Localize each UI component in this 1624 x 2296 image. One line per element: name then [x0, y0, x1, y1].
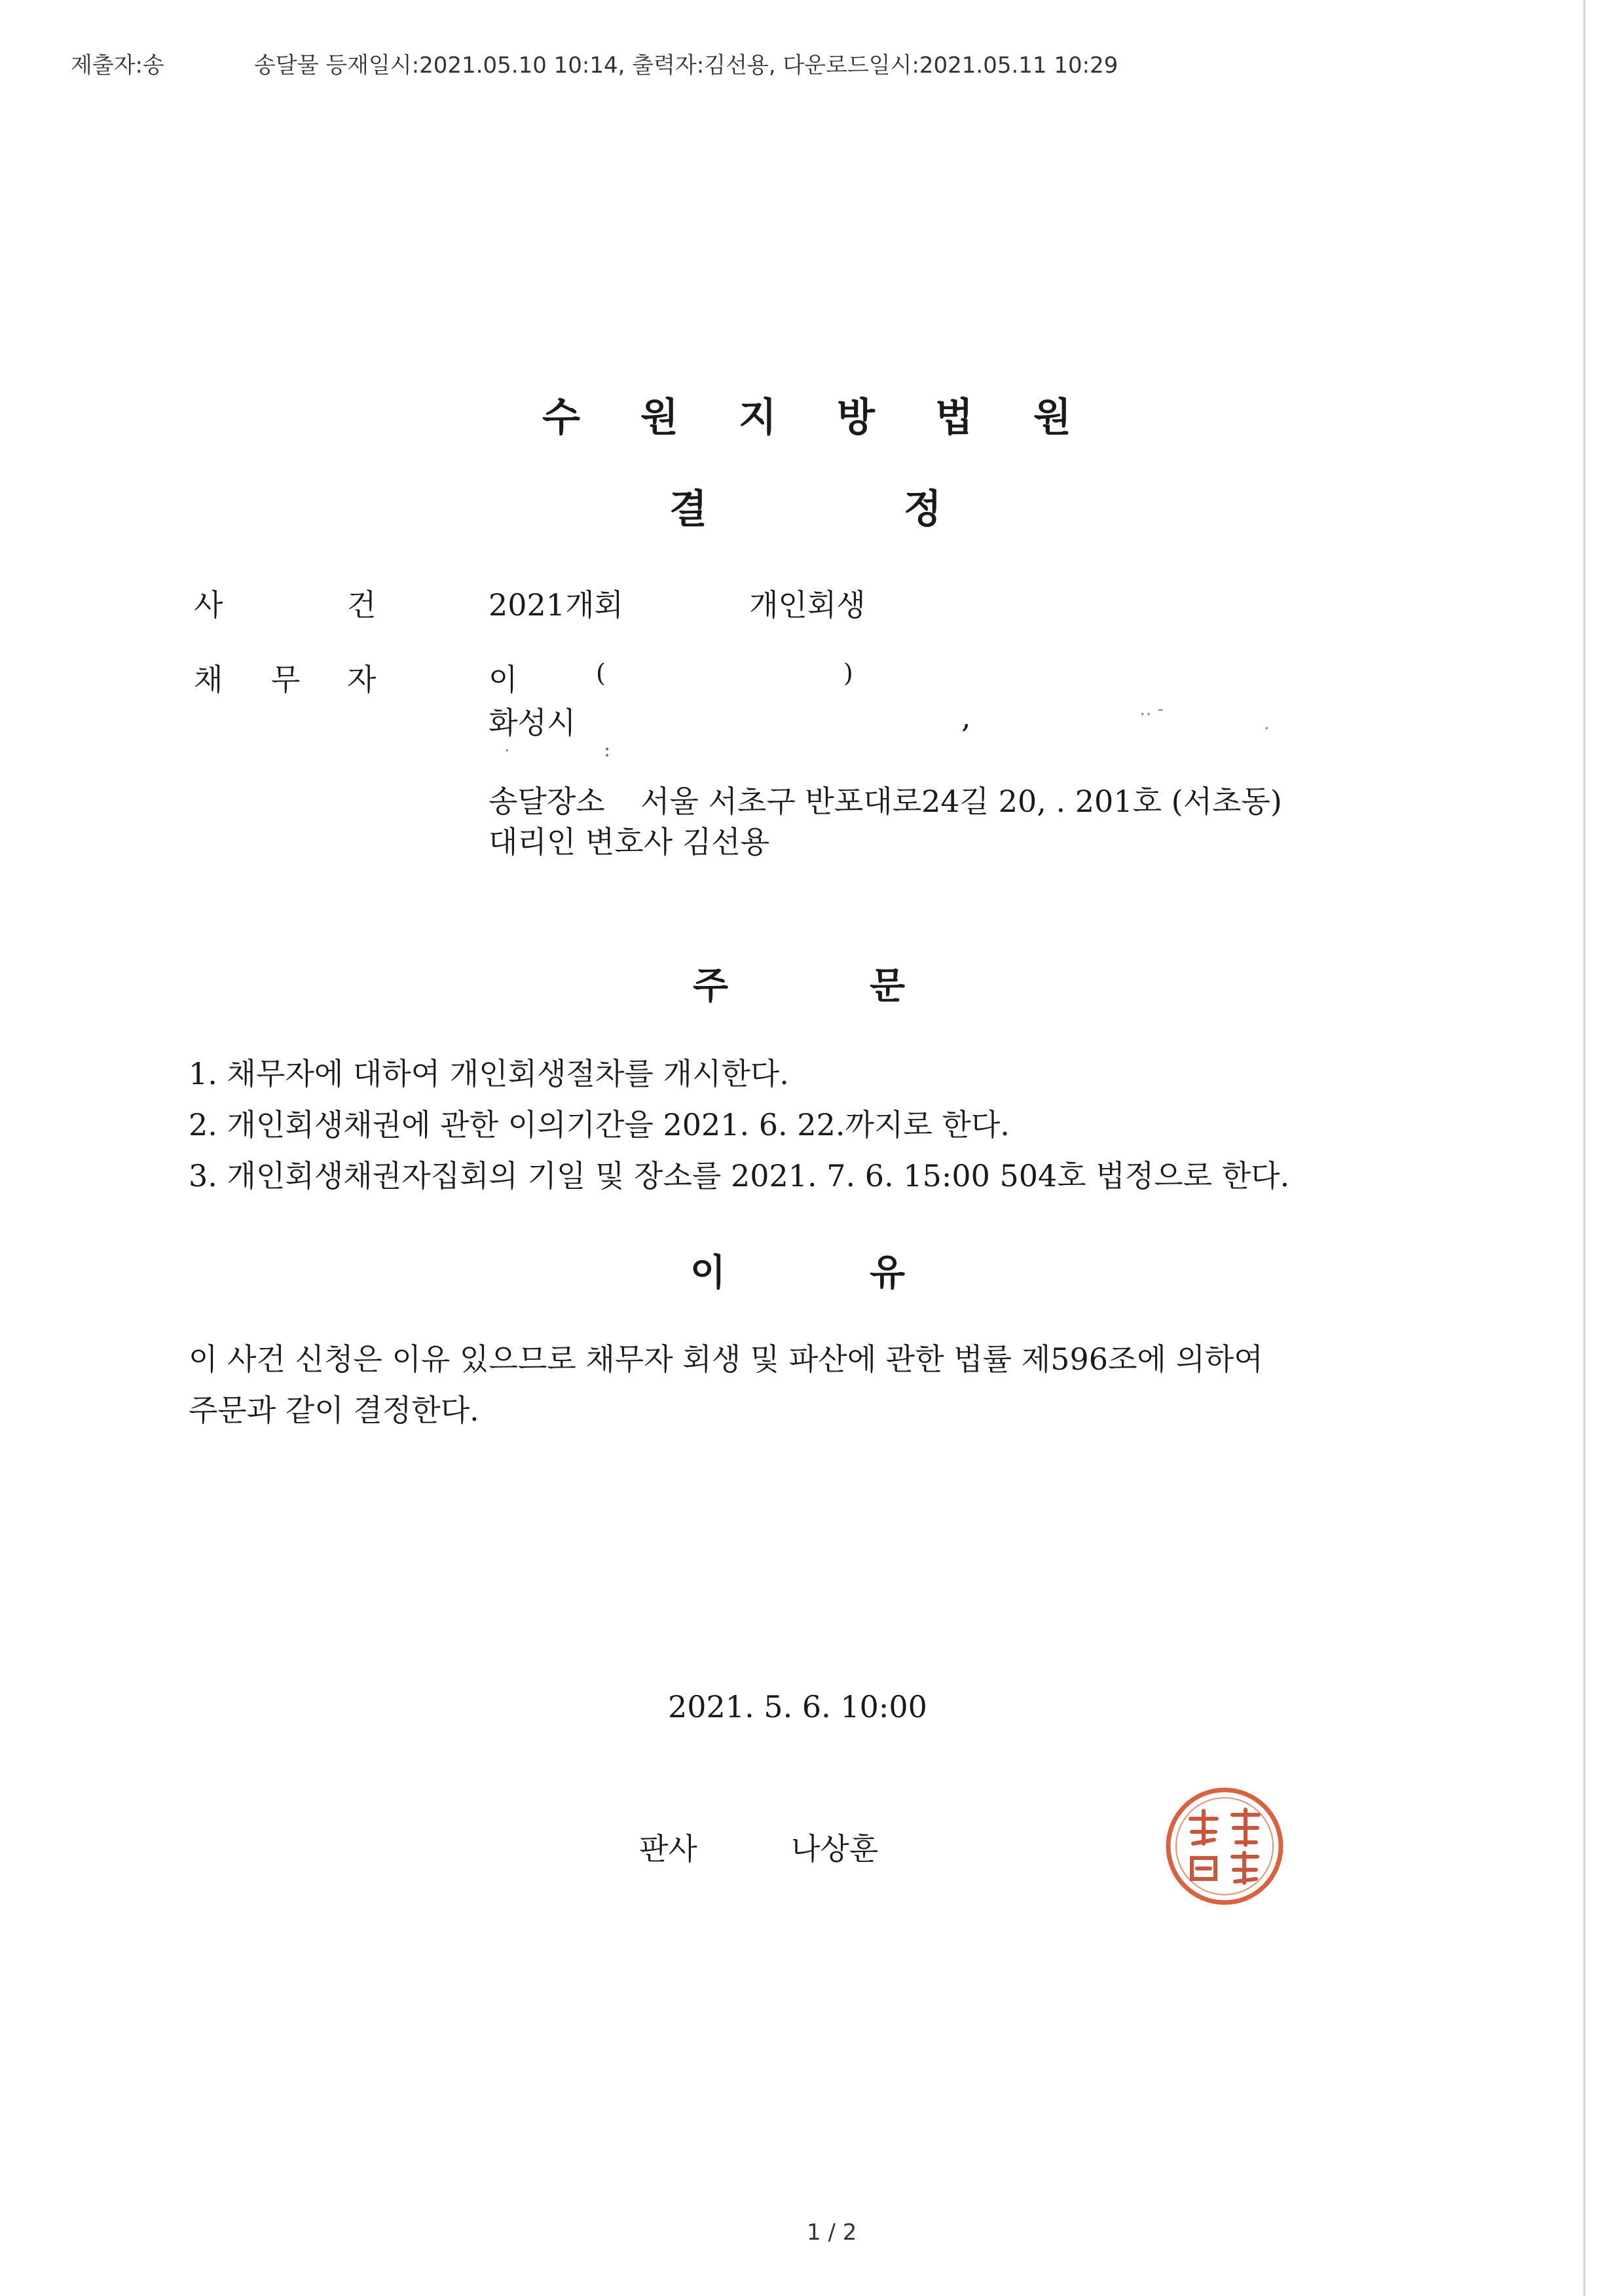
court-title-char: 원	[640, 395, 678, 441]
debtor-label-char: 채	[194, 662, 223, 697]
service-address: 서울 서초구 반포대로24길 20, . 201호 (서초동)	[640, 784, 1282, 819]
debtor-label-char: 자	[347, 662, 377, 697]
decision-title-char: 결	[669, 486, 707, 532]
court-title-char: 방	[837, 395, 875, 441]
court-title-char: 법	[935, 395, 973, 441]
order-item: 2. 개인회생채권에 관한 이의기간을 2021. 6. 22.까지로 한다.	[189, 1107, 1010, 1142]
debtor-id-paren-open: (	[596, 659, 606, 687]
order-item: 1. 채무자에 대하여 개인회생절차를 개시한다.	[189, 1056, 789, 1091]
reason-line: 주문과 같이 결정한다.	[189, 1393, 479, 1428]
court-title-char: 지	[739, 395, 777, 441]
reason-title-char: 이	[690, 1251, 726, 1294]
order-title-char: 주	[693, 964, 729, 1008]
order-title-char: 문	[870, 964, 906, 1008]
judge-name: 나상훈	[791, 1831, 879, 1867]
debtor-redacted-colon: :	[604, 738, 611, 761]
redaction-artifact: ‥ ‐	[1139, 698, 1164, 720]
reason-title-char: 유	[870, 1251, 906, 1294]
debtor-id-paren-close: )	[843, 659, 853, 687]
debtor-address-city: 화성시	[489, 705, 576, 740]
court-title-char: 수	[542, 395, 580, 441]
case-label-char: 건	[347, 587, 377, 623]
judge-title: 판사	[639, 1831, 697, 1867]
court-title-char: 원	[1033, 395, 1071, 441]
debtor-label-char: 무	[271, 662, 301, 697]
case-type: 개인회생	[749, 587, 866, 623]
court-seal-icon	[1159, 1781, 1290, 1912]
service-address-label: 송달장소	[489, 784, 605, 819]
debtor-address-comma: ,	[961, 699, 971, 735]
decision-title-char: 정	[904, 486, 942, 532]
redaction-artifact: ·	[504, 740, 510, 761]
order-item: 3. 개인회생채권자집회의 기일 및 장소를 2021. 7. 6. 15:00 504호 법정으로 한다.	[189, 1158, 1290, 1194]
header-submitter: 제출자:송	[71, 52, 164, 79]
decision-date: 2021. 5. 6. 10:00	[668, 1689, 927, 1724]
scan-edge-line	[1583, 0, 1585, 2296]
case-label-char: 사	[194, 587, 223, 623]
redaction-artifact: ·	[1264, 718, 1270, 739]
debtor-name: 이	[489, 662, 518, 697]
case-number: 2021개회	[489, 587, 623, 623]
page-number: 1 / 2	[807, 2219, 857, 2246]
header-delivery-metadata: 송달물 등재일시:2021.05.10 10:14, 출력자:김선용, 다운로드일시:2021.05.11 10:29	[254, 52, 1118, 79]
legal-agent: 대리인 변호사 김선용	[489, 824, 770, 860]
reason-line: 이 사건 신청은 이유 있으므로 채무자 회생 및 파산에 관한 법률 제596조에 의하여	[189, 1341, 1263, 1377]
